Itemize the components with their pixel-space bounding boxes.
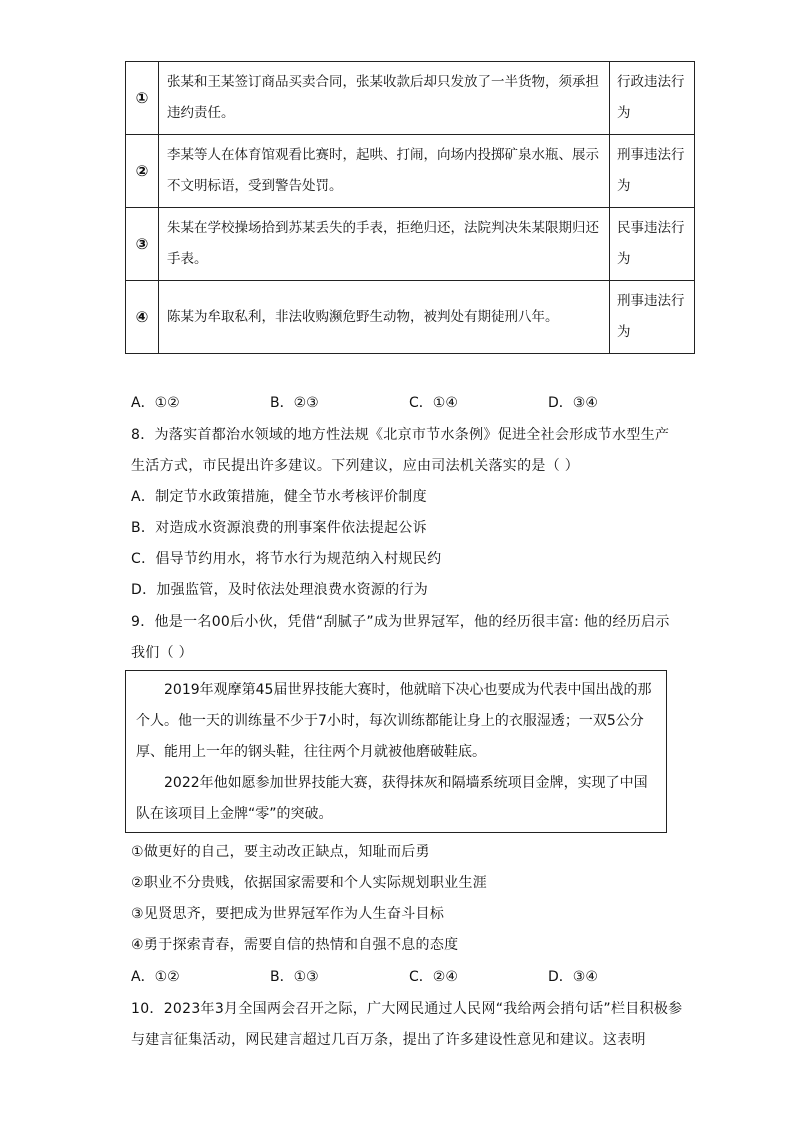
material-paragraph: 2019年观摩第45届世界技能大赛时，他就暗下决心也要成为代表中国出战的那个人。他一天的训练量不少于7小时，每次训练都能让身上的衣服湿透；一双5公分厚、能用上一年的钢头鞋，往往两个月就被他磨破鞋底。 [136, 682, 652, 760]
legal-case-table [125, 61, 695, 354]
option-b[interactable]: B．②③ [270, 395, 319, 411]
case-description: 陈某为牟取私利，非法收购濒危野生动物，被判处有期徒刑八年。 [159, 281, 610, 354]
statement-3: ③见贤思齐，要把成为世界冠军作为人生奋斗目标 [131, 906, 445, 922]
statement-4: ④勇于探索青春，需要自信的热情和自强不息的态度 [131, 937, 459, 953]
q10-stem: 10．2023年3月全国两会召开之际，广大网民通过人民网“我给两会捎句话”栏目积极参 [131, 1001, 683, 1017]
option-a[interactable]: A．①② [131, 969, 180, 985]
option-c[interactable]: C．②④ [409, 969, 458, 985]
option-c[interactable]: C．①④ [409, 395, 458, 411]
option-b[interactable]: B．①③ [270, 969, 319, 985]
row-number: ④ [126, 281, 159, 354]
case-description: 张某和王某签订商品买卖合同，张某收款后却只发放了一半货物，须承担违约责任。 [159, 62, 610, 135]
violation-type: 刑事违法行为 [610, 281, 695, 354]
material-paragraph: 2022年他如愿参加世界技能大赛，获得抹灰和隔墙系统项目金牌，实现了中国队在该项目上金牌“零”的突破。 [136, 775, 648, 822]
violation-type: 刑事违法行为 [610, 135, 695, 208]
q9-stem-continued: 我们（ ） [131, 645, 193, 661]
table-row [126, 135, 695, 208]
option-d[interactable]: D．③④ [548, 969, 598, 985]
q8-option-c[interactable]: C．倡导节约用水，将节水行为规范纳入村规民约 [131, 551, 442, 567]
violation-type: 民事违法行为 [610, 208, 695, 281]
q8-option-a[interactable]: A．制定节水政策措施，健全节水考核评价制度 [131, 489, 427, 505]
q8-stem: 8．为落实首都治水领域的地方性法规《北京市节水条例》促进全社会形成节水型生产 [131, 427, 670, 443]
case-description: 朱某在学校操场拾到苏某丢失的手表，拒绝归还，法院判决朱某限期归还手表。 [159, 208, 610, 281]
row-number: ② [126, 135, 159, 208]
q9-stem: 9．他是一名00后小伙，凭借“刮腻子”成为世界冠军，他的经历很丰富: 他的经历启示 [131, 614, 670, 630]
q10-stem-continued: 与建言征集活动，网民建言超过几百万条，提出了许多建设性意见和建议。这表明 [131, 1032, 646, 1048]
option-d[interactable]: D．③④ [548, 395, 598, 411]
violation-type: 行政违法行为 [610, 62, 695, 135]
case-description: 李某等人在体育馆观看比赛时，起哄、打闹，向场内投掷矿泉水瓶、展示不文明标语，受到警告处罚。 [159, 135, 610, 208]
table-row [126, 208, 695, 281]
q8-stem-continued: 生活方式，市民提出许多建议。下列建议，应由司法机关落实的是（ ） [131, 458, 580, 474]
row-number: ③ [126, 208, 159, 281]
reading-material-box [125, 670, 667, 833]
option-a[interactable]: A．①② [131, 395, 180, 411]
table-row [126, 62, 695, 135]
statement-1: ①做更好的自己，要主动改正缺点，知耻而后勇 [131, 844, 430, 860]
row-number: ① [126, 62, 159, 135]
table-row [126, 281, 695, 354]
statement-2: ②职业不分贵贱，依据国家需要和个人实际规划职业生涯 [131, 875, 488, 891]
q8-option-b[interactable]: B．对造成水资源浪费的刑事案件依法提起公诉 [131, 520, 427, 536]
q8-option-d[interactable]: D．加强监管，及时依法处理浪费水资源的行为 [131, 582, 429, 598]
